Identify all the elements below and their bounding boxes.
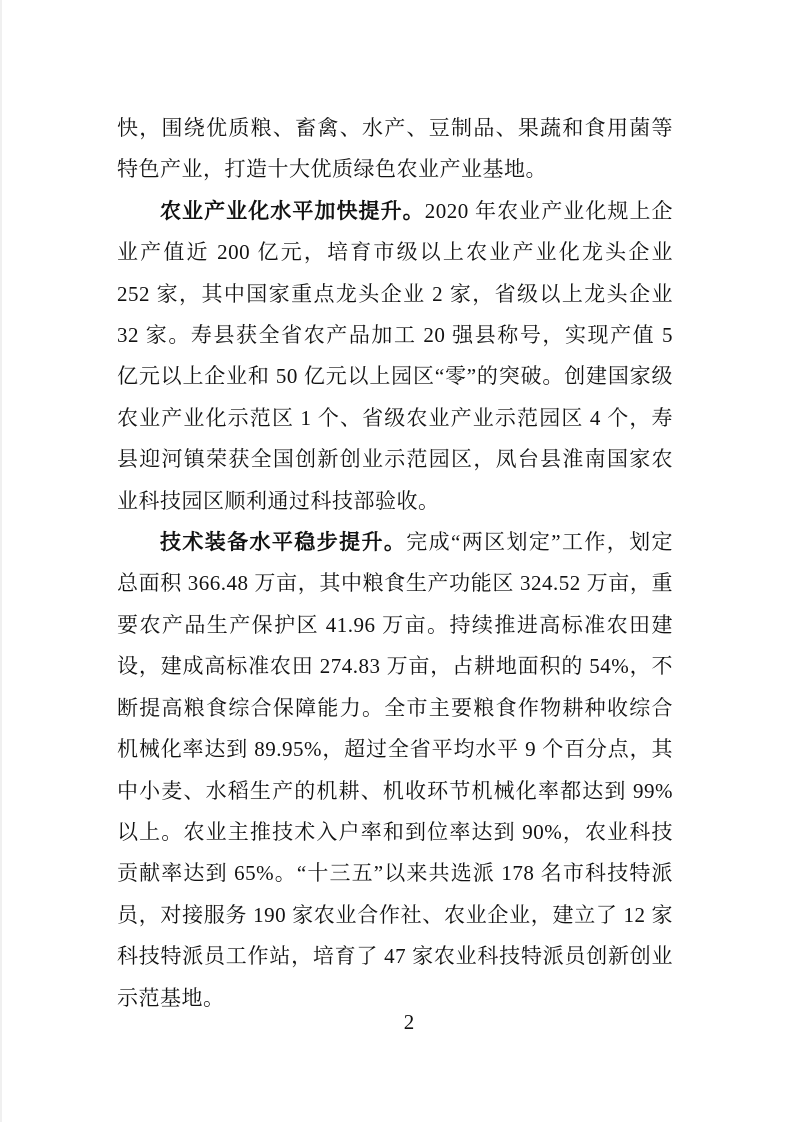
page-number: 2 bbox=[403, 1010, 415, 1034]
paragraph-technology-equipment bbox=[117, 522, 673, 1019]
paragraph-text: 完成“两区划定”工作，划定总面积 366.48 万亩，其中粮食生产功能区 324.52 万亩，重要农产品生产保护区 41.96 万亩。持续推进高标准农田建设，建成高标准农田 274.83 万亩，占耕地面积的 54%，不断提高粮食综合保障能力。全市主要粮食作物耕种收综合机械化率达到 89.95%，超过全省平均水平 9 个百分点，其中小麦、水稻生产的机耕、机收环节机械化率都达到 99%以上。农业主推技术入户率和到位率达到 90%，农业科技贡献率达到 65%。“十三五”以来共选派 178 名市科技特派员，对接服务 190 家农业合作社、农业企业，建立了 12 家科技特派员工作站，培育了 47 家农业科技特派员创新创业示范基地。 bbox=[117, 530, 674, 1010]
page-body bbox=[117, 108, 673, 1019]
paragraph-lead: 农业产业化水平加快提升。 bbox=[160, 198, 425, 223]
paragraph-industrialization bbox=[117, 191, 673, 522]
paragraph-continuation bbox=[117, 108, 673, 191]
page-footer bbox=[14, 1010, 790, 1035]
paragraph-lead: 技术装备水平稳步提升。 bbox=[160, 530, 407, 555]
paragraph-text: 快，围绕优质粮、畜禽、水产、豆制品、果蔬和食用菌等特色产业，打造十大优质绿色农业产业基地。 bbox=[117, 116, 673, 182]
paragraph-text: 2020 年农业产业化规上企业产值近 200 亿元，培育市级以上农业产业化龙头企业 252 家，其中国家重点龙头企业 2 家，省级以上龙头企业 32 家。寿县获全省农产品加工 20 强县称号，实现产值 5 亿元以上企业和 50 亿元以上园区“零”的突破。创建国家级农业产业化示范区 1 个、省级农业产业示范园区 4 个，寿县迎河镇荣获全国创新创业示范园区，凤台县淮南国家农业科技园区顺利通过科技部验收。 bbox=[117, 198, 674, 513]
